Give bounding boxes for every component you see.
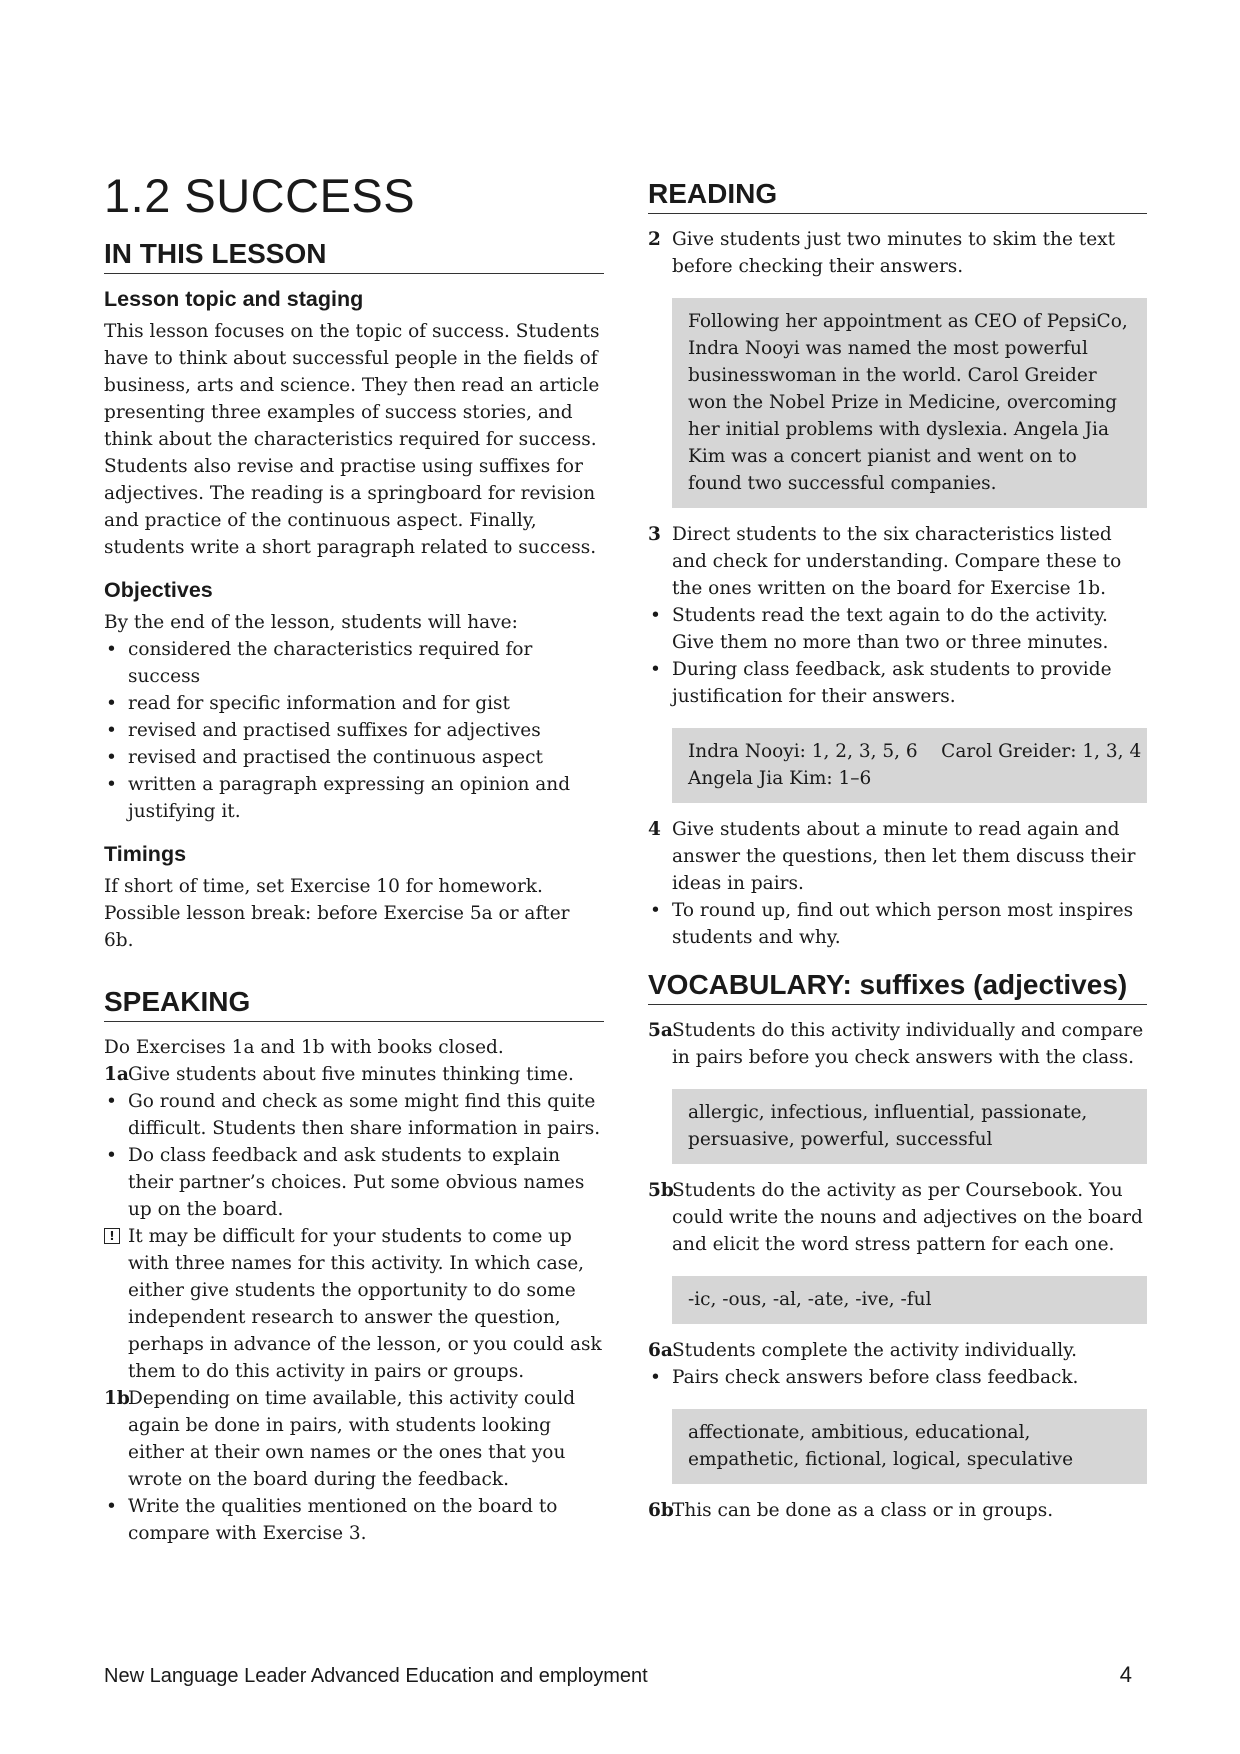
spacer [104,954,604,986]
exercise-5b [648,1177,1147,1258]
list-item: • During class feedback, ask students to provide justification for their answers. [648,656,1147,710]
warning-text: It may be difficult for your students to come up with three names for this activity. In which case, either give students the opportunity to do some independent research to answer the question, perhaps in advance of the lesson, or you could ask them to do this activity in pairs or groups. [128,1226,602,1382]
vocabulary-heading: VOCABULARY: suffixes (adjectives) [648,969,1147,1005]
exercise-text: This can be done as a class or in groups. [672,1500,1054,1521]
list-item: • To round up, find out which person most inspires students and why. [648,897,1147,951]
exercise-6a-bullets [648,1364,1147,1391]
exercise-text: Give students just two minutes to skim the text before checking their answers. [672,229,1116,277]
list-item: • considered the characteristics required for success [104,636,604,690]
exercise-text: Give students about five minutes thinking time. [128,1064,574,1085]
list-item: • revised and practised the continuous aspect [104,744,604,771]
list-item: • read for specific information and for gist [104,690,604,717]
exercise-number: 2 [648,229,661,250]
exercise-2 [648,226,1147,280]
list-item: • Do class feedback and ask students to explain their partner’s choices. Put some obvious names up on the board. [104,1142,604,1223]
exercise-number: 1b [104,1388,130,1409]
answer-box: -ic, -ous, -al, -ate, -ive, -ful [672,1276,1147,1324]
exercise-text: Direct students to the six characteristics listed and check for understanding. Compare these to the ones written on the board for Exercise 1b. [672,524,1122,599]
exercise-number: 5b [648,1180,674,1201]
objectives-list [104,636,604,825]
speaking-intro: Do Exercises 1a and 1b with books closed. [104,1037,504,1058]
left-column [104,168,604,1547]
exercise-4-bullets [648,897,1147,951]
exercise-number: 5a [648,1020,673,1041]
list-item: • revised and practised suffixes for adjectives [104,717,604,744]
exercise-4 [648,816,1147,897]
exercise-number: 1a [104,1064,129,1085]
exercise-text: Give students about a minute to read again and answer the questions, then let them discuss their ideas in pairs. [672,819,1136,894]
exercise-6a [648,1337,1147,1364]
answer-line: Indra Nooyi: 1, 2, 3, 5, 6 Carol Greider: 1, 3, 4 [688,741,1142,762]
list-item: • Write the qualities mentioned on the board to compare with Exercise 3. [104,1493,604,1547]
exercise-3-bullets [648,602,1147,710]
answer-box: affectionate, ambitious, educational, empathetic, fictional, logical, speculative [672,1409,1147,1484]
exercise-number: 6a [648,1340,673,1361]
list-item: • Go round and check as some might find this quite difficult. Students then share information in pairs. [104,1088,604,1142]
list-item: • written a paragraph expressing an opinion and justifying it. [104,771,604,825]
exercise-number: 6b [648,1500,674,1521]
warning-note [104,1223,604,1385]
page-title: 1.2 SUCCESS [104,169,416,222]
answer-box: allergic, infectious, influential, passionate, persuasive, powerful, successful [672,1089,1147,1164]
exercise-text: Depending on time available, this activity could again be done in pairs, with students looking either at their own names or the ones that you wrote on the board during the feedback. [128,1388,576,1490]
page-number: 4 [1119,1662,1132,1687]
exercise-5a [648,1017,1147,1071]
answer-box [672,728,1147,803]
exercise-1b [104,1385,604,1493]
list-item: • Students read the text again to do the activity. Give them no more than two or three minutes. [648,602,1147,656]
answer-line: Angela Jia Kim: 1–6 [688,768,872,789]
objectives-intro: By the end of the lesson, students will have: [104,612,518,633]
topic-heading: Lesson topic and staging [104,287,364,311]
objectives-heading: Objectives [104,578,213,602]
exercise-number: 4 [648,819,661,840]
timings-heading: Timings [104,842,187,866]
exercise-text: Students complete the activity individually. [672,1340,1078,1361]
in-this-lesson-heading: IN THIS LESSON [104,238,604,274]
list-item: • Pairs check answers before class feedback. [648,1364,1147,1391]
timings-text: If short of time, set Exercise 10 for homework. Possible lesson break: before Exercise 5a or after 6b. [104,876,570,951]
speaking-heading: SPEAKING [104,986,604,1022]
topic-text: This lesson focuses on the topic of success. Students have to think about successful people in the fields of business, arts and science. They then read an article presenting three examples of success stories, and think about the characteristics required for success. Students also revise and practise using suffixes for adjectives. The reading is a springboard for revision and practice of the continuous aspect. Finally, students write a short paragraph related to success. [104,321,600,558]
exercise-1a [104,1061,604,1088]
exercise-number: 3 [648,524,661,545]
exercise-text: Students do this activity individually and compare in pairs before you check answers with the class. [672,1020,1144,1068]
right-column [648,178,1147,1524]
reading-heading: READING [648,178,1147,214]
exercise-1a-bullets [104,1088,604,1223]
answer-box: Following her appointment as CEO of PepsiCo, Indra Nooyi was named the most powerful businesswoman in the world. Carol Greider won the Nobel Prize in Medicine, overcoming her initial problems with dyslexia. Angela Jia Kim was a concert pianist and went on to found two successful companies. [672,298,1147,508]
exercise-6b [648,1497,1147,1524]
exercise-text: Students do the activity as per Coursebook. You could write the nouns and adjectives on the board and elicit the word stress pattern for each one. [672,1180,1143,1255]
warning-icon: ! [104,1228,120,1244]
exercise-1b-bullets [104,1493,604,1547]
exercise-3 [648,521,1147,602]
footer-book-title: New Language Leader Advanced Education and employment [104,1665,648,1687]
